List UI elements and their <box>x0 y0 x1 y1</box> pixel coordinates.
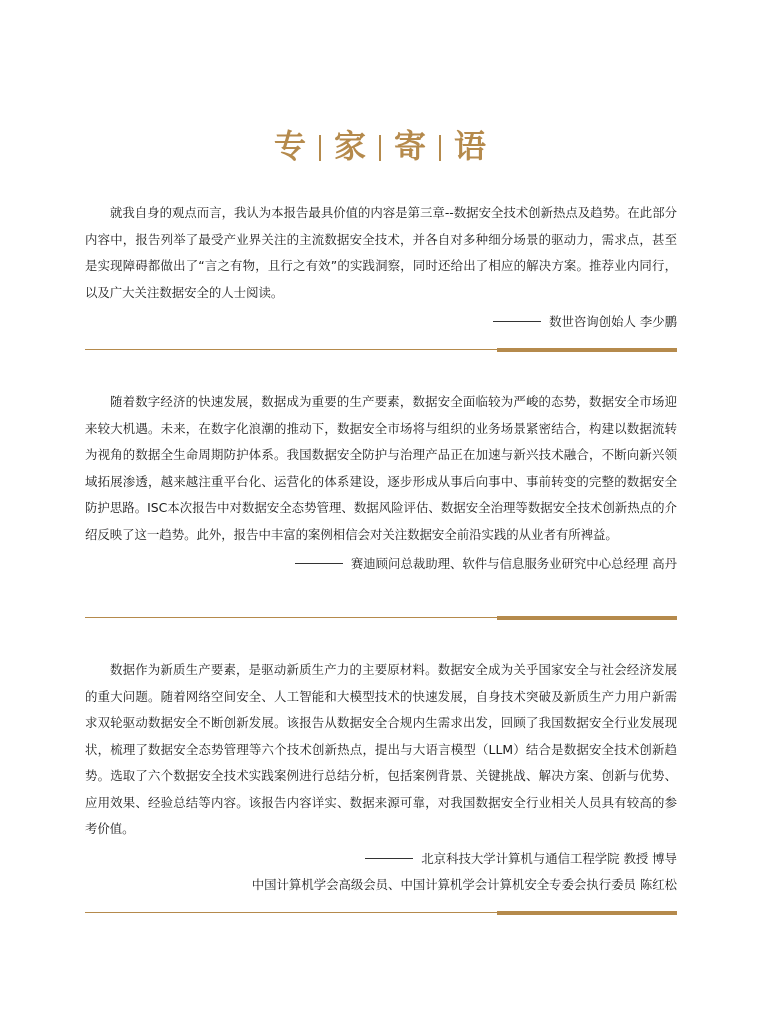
quote-paragraph: 就我自身的观点而言，我认为本报告最具价值的内容是第三章--数据安全技术创新热点及趋势。在此部分内容中，报告列举了最受产业界关注的主流数据安全技术，并各自对多种细分场景的驱动力，需求点，甚至是实现障碍都做出了“言之有物，且行之有效”的实践洞察，同时还给出了相应的解决方案。推荐业内同行，以及广大关注数据安全的人士阅读。 <box>85 205 677 300</box>
title-char: 寄 <box>394 127 427 165</box>
quote-signature-line-2: 中国计算机学会高级会员、中国计算机学会计算机安全专委会执行委员 陈红松 <box>251 876 677 892</box>
signature-text: 赛迪顾问总裁助理、软件与信息服务业研究中心总经理 高丹 <box>350 556 677 571</box>
page-title <box>0 124 760 168</box>
section-divider <box>85 912 677 913</box>
signature-text: 数世咨询创始人 李少鹏 <box>549 314 677 329</box>
title-char: 家 <box>333 127 366 165</box>
signature-dash <box>295 563 343 564</box>
divider-accent <box>497 616 677 620</box>
divider-accent <box>497 348 677 352</box>
title-separator <box>379 135 381 161</box>
quote-signature <box>85 551 677 577</box>
section-divider <box>85 617 677 618</box>
signature-dash <box>365 858 413 859</box>
quote-paragraph: 随着数字经济的快速发展，数据成为重要的生产要素，数据安全面临较为严峻的态势，数据安全市场迎来较大机遇。未来，在数字化浪潮的推动下，数据安全市场将与组织的业务场景紧密结合，构建以数据流转为视角的数据全生命周期防护体系。我国数据安全防护与治理产品正在加速与新兴技术融合，不断向新兴领域拓展渗透，越来越注重平台化、运营化的体系建设，逐步形成从事后向事中、事前转变的完整的数据安全防护思路。ISC本次报告中对数据安全态势管理、数据风险评估、数据安全治理等数据安全技术创新热点的介绍反映了这一趋势。此外，报告中丰富的案例相信会对关注数据安全前沿实践的从业者有所裨益。 <box>85 394 677 542</box>
expert-quote-2 <box>85 389 677 577</box>
title-char: 语 <box>454 127 487 165</box>
quote-paragraph: 数据作为新质生产要素，是驱动新质生产力的主要原材料。数据安全成为关乎国家安全与社会经济发展的重大问题。随着网络空间安全、人工智能和大模型技术的快速发展，自身技术突破及新质生产力用户新需求双轮驱动数据安全不断创新发展。该报告从数据安全合规内生需求出发，回顾了我国数据安全行业发展现状，梳理了数据安全态势管理等六个技术创新热点，提出与大语言模型（LLM）结合是数据安全技术创新趋势。选取了六个数据安全技术实践案例进行总结分析，包括案例背景、关键挑战、解决方案、创新与优势、应用效果、经验总结等内容。该报告内容详实、数据来源可靠，对我国数据安全行业相关人员具有较高的参考价值。 <box>85 662 677 836</box>
signature-text: 北京科技大学计算机与通信工程学院 教授 博导 <box>421 850 677 866</box>
divider-accent <box>497 911 677 915</box>
title-separator <box>439 135 441 161</box>
title-char: 专 <box>273 127 306 165</box>
quote-signature <box>85 846 677 872</box>
signature-dash <box>493 321 541 322</box>
expert-quote-3 <box>85 657 677 898</box>
quote-signature <box>85 309 677 335</box>
title-separator <box>319 135 321 161</box>
expert-quote-1 <box>85 200 677 335</box>
section-divider <box>85 349 677 350</box>
